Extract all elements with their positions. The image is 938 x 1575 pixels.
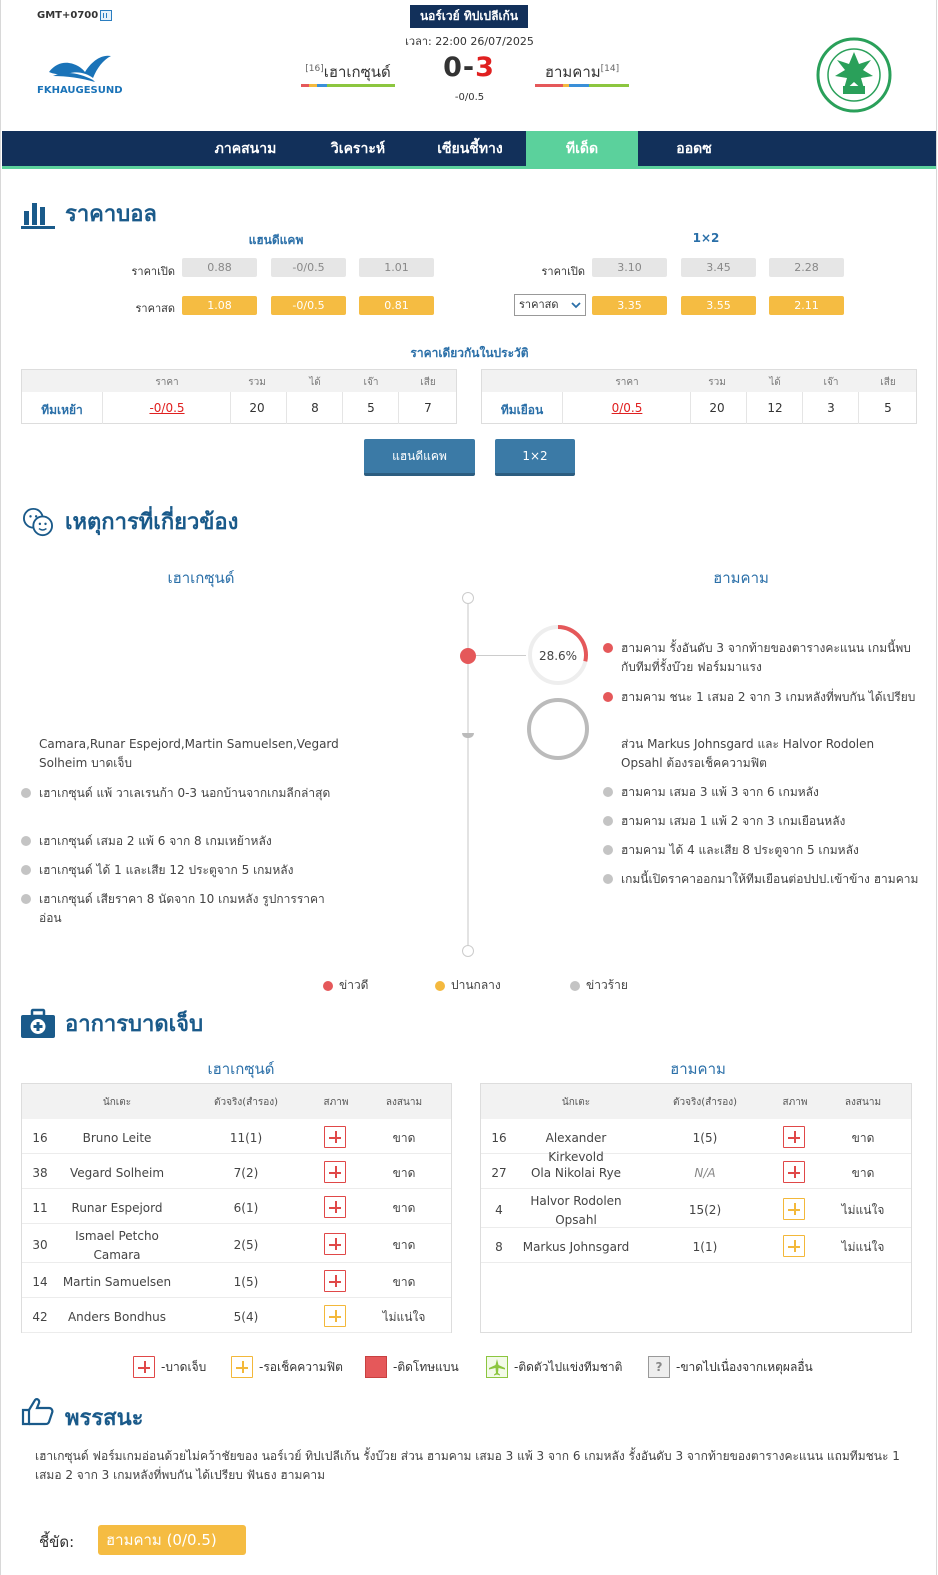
tab-tips[interactable]: ทีเด็ด — [526, 131, 638, 167]
player-result: ขาด — [392, 1275, 416, 1289]
away-history-header — [482, 370, 916, 392]
home-history-hcap[interactable]: -0/0.5 — [149, 401, 185, 415]
injury-row — [481, 1119, 911, 1164]
handicap-open-line: -0/0.5 — [271, 258, 346, 277]
player-result: ไม่แน่ใจ — [382, 1310, 426, 1324]
neutral-dot — [21, 894, 31, 904]
home-history-header — [22, 370, 456, 392]
events-title: เหตุการที่เกี่ยวข้อง — [65, 510, 239, 535]
legend-national — [486, 1356, 622, 1378]
player-number: 16 — [32, 1131, 48, 1145]
injury-row — [481, 1228, 911, 1263]
suspension-icon — [365, 1356, 387, 1378]
injury-cross-icon — [324, 1270, 346, 1292]
timeline-connector — [476, 655, 526, 656]
injury-cross-icon — [783, 1126, 805, 1148]
col-result: ลงสนาม — [844, 1097, 882, 1108]
good-news-dot — [323, 981, 333, 991]
injury-cross-icon — [783, 1161, 805, 1183]
events-section-title — [21, 504, 238, 539]
home-history-table — [21, 369, 457, 424]
player-apps: 1(5) — [692, 1131, 718, 1145]
col-odds: ราคา — [155, 377, 179, 388]
legend-bad — [570, 976, 628, 995]
tab-expert[interactable]: เซียนชี้ทาง — [437, 141, 503, 157]
player-result: ขาด — [851, 1131, 875, 1145]
col-result: ลงสนาม — [385, 1097, 423, 1108]
bad-news-dot — [570, 981, 580, 991]
legend-neutral-label: ปานกลาง — [451, 978, 501, 992]
question-icon: ? — [648, 1356, 670, 1378]
away-injury-table — [480, 1083, 912, 1333]
neutral-dot — [603, 845, 613, 855]
home-event-2 — [21, 832, 331, 851]
handicap-live-away: 0.81 — [359, 296, 434, 315]
player-apps: N/A — [694, 1166, 716, 1180]
neutral-dot — [603, 874, 613, 884]
player-apps: 6(1) — [233, 1201, 259, 1215]
seagull-icon — [37, 50, 117, 86]
home-history-win: 8 — [311, 401, 319, 415]
player-name[interactable]: Anders Bondhus — [67, 1310, 167, 1324]
legend-other-label: -ขาดไปเนื่องจากเหตุผลอื่น — [676, 1359, 813, 1374]
injury-cross-icon — [324, 1126, 346, 1148]
second-gauge-partial — [527, 728, 589, 760]
player-apps: 1(5) — [233, 1275, 259, 1289]
home-event-4 — [21, 890, 331, 928]
player-result: ขาด — [392, 1166, 416, 1180]
onextwo-open-home: 3.10 — [592, 258, 667, 277]
player-number: 8 — [495, 1240, 503, 1254]
home-history-lose: 7 — [424, 401, 432, 415]
away-team-label: ฮามคาม — [544, 63, 601, 81]
injury-row — [22, 1263, 451, 1298]
neutral-news-dot — [435, 981, 445, 991]
odds-title: ราคาบอล — [65, 202, 157, 227]
player-name[interactable]: Bruno Leite — [82, 1131, 152, 1145]
away-event-text: ฮามคาม เสมอ 1 แพ้ 2 จาก 3 เกมเยือนหลัง — [621, 814, 846, 828]
doubtful-cross-icon — [783, 1235, 805, 1257]
col-status: สภาพ — [782, 1097, 808, 1108]
legend-other — [648, 1356, 813, 1378]
player-name[interactable]: Ola Nikolai Rye — [530, 1166, 622, 1180]
injury-row — [481, 1189, 911, 1228]
player-apps: 7(2) — [233, 1166, 259, 1180]
onextwo-open-label: ราคาเปิด — [541, 265, 585, 278]
tab-odds[interactable]: ออดซ — [676, 141, 712, 157]
doubtful-cross-icon — [783, 1198, 805, 1220]
onextwo-title: 1×2 — [692, 231, 720, 245]
doubtful-cross-icon — [231, 1356, 253, 1378]
timezone-label[interactable] — [37, 10, 112, 21]
home-injury-header — [22, 1084, 451, 1119]
player-apps: 5(4) — [233, 1310, 259, 1324]
history-title: ราคาเดียวกันในประวัติ — [410, 346, 529, 360]
away-history-draw: 3 — [827, 401, 835, 415]
col-lose: เสีย — [420, 377, 436, 388]
col-win: ได้ — [769, 377, 781, 388]
injury-row — [481, 1154, 911, 1189]
home-history-total: 20 — [249, 401, 265, 415]
away-event-partial: ส่วน Markus Johnsgard และ Halvor Rodolen Opsahl ต้องรอเช็คความฟิต — [621, 737, 875, 770]
home-event-text: เฮาเกซุนด์ ได้ 1 และเสีย 12 ประตูจาก 5 เกมหลัง — [39, 863, 294, 877]
player-name[interactable]: Martin Samuelsen — [62, 1275, 172, 1289]
home-history-team: ทีมเหย้า — [41, 403, 83, 417]
away-team-name[interactable] — [535, 60, 629, 84]
col-total: รวม — [248, 377, 266, 388]
neutral-dot — [21, 788, 31, 798]
events-away-team: ฮามคาม — [713, 569, 769, 587]
player-result: ขาด — [851, 1166, 875, 1180]
away-good-event-2 — [603, 688, 919, 707]
player-number: 38 — [32, 1166, 48, 1180]
handicap-live-home: 1.08 — [182, 296, 257, 315]
col-player: นักเตะ — [561, 1097, 591, 1108]
away-injury-header — [481, 1084, 911, 1119]
legend-injured-label: -บาดเจ็บ — [161, 1359, 207, 1374]
player-name[interactable]: Runar Espejord — [71, 1201, 163, 1215]
timeline-end-dot — [462, 945, 474, 957]
timezone-text: GMT+0700 — [37, 10, 99, 21]
away-score: 3 — [475, 52, 495, 83]
col-lose: เสีย — [880, 377, 896, 388]
onextwo-live-away: 2.11 — [769, 296, 844, 315]
prediction-text: เฮาเกซุนด์ ฟอร์มเกมอ่อนด้วยไม่คว้าชัยของ นอร์เวย์ ทิปเปลีเก้น รั้งบ๊วย ส่วน ฮามคาม เสมอ 3 แพ้ 3 จาก 6 เกมหลัง รั้งอันดับ 3 จากท้ายของตารางคะแนน แถมทีมชนะ 1 เสมอ 2 จาก 3 เกมหลังที่พบกัน ได้เปรียบ ฟันธง ฮามคาม — [35, 1449, 900, 1482]
pick-value[interactable]: ฮามคาม (0/0.5) — [98, 1525, 246, 1555]
timeline-start-dot — [462, 592, 474, 604]
player-name[interactable]: Vegard Solheim — [69, 1166, 165, 1180]
col-player: นักเตะ — [102, 1097, 132, 1108]
events-home-team: เฮาเกซุนด์ — [167, 569, 235, 587]
tab-analysis[interactable]: วิเคราะห์ — [330, 141, 386, 157]
home-history-draw: 5 — [367, 401, 375, 415]
legend-doubtful — [231, 1356, 343, 1378]
away-history-team: ทีมเยือน — [500, 403, 544, 417]
player-apps: 1(1) — [692, 1240, 718, 1254]
neutral-dot — [603, 816, 613, 826]
home-event-partial: Camara,Runar Espejord,Martin Samuelsen,Vegard Solheim บาดเจ็บ — [39, 737, 339, 770]
player-result: ขาด — [392, 1201, 416, 1215]
player-name[interactable]: Halvor Rodolen Opsahl — [530, 1193, 622, 1227]
legend-doubtful-label: -รอเช็คความฟิต — [259, 1359, 343, 1374]
col-draw: เจ๊า — [823, 377, 839, 388]
onextwo-open-away: 2.28 — [769, 258, 844, 277]
match-handicap: -0/0.5 — [454, 92, 485, 103]
match-time: เวลา: 22:00 26/07/2025 — [405, 35, 534, 48]
away-event-1 — [603, 783, 919, 802]
away-history-lose: 5 — [884, 401, 892, 415]
player-number: 27 — [491, 1166, 507, 1180]
bar-chart-icon — [21, 199, 55, 229]
timeline-partial-dot — [462, 733, 474, 738]
home-event-3 — [21, 861, 331, 880]
away-history-table — [481, 369, 917, 424]
handicap-live-label: ราคาสด — [135, 302, 175, 315]
match-score — [441, 52, 497, 83]
col-total: รวม — [708, 377, 726, 388]
hamkam-crest-icon — [815, 36, 893, 114]
player-apps: 15(2) — [688, 1203, 722, 1217]
legend-good-label: ข่าวดี — [339, 978, 369, 992]
player-number: 30 — [32, 1238, 48, 1252]
odds-section-title — [21, 196, 157, 231]
legend-suspended-label: -ติดโทษแบน — [393, 1359, 459, 1374]
away-good-event-1 — [603, 639, 919, 677]
injury-row — [22, 1224, 451, 1263]
injury-row — [22, 1189, 451, 1224]
away-form-bar — [535, 84, 629, 87]
home-event-text: เฮาเกซุนด์ แพ้ วาเลเรนก้า 0-3 นอกบ้านจากเกมลีกล่าสุด — [39, 786, 331, 800]
home-form-bar — [301, 84, 395, 87]
injuries-away-team: ฮามคาม — [670, 1060, 726, 1078]
odds-select-value: ราคาสด — [519, 298, 559, 311]
away-event-text: ฮามคาม ได้ 4 และเสีย 8 ประตูจาก 5 เกมหลัง — [621, 843, 859, 857]
injury-cross-icon — [324, 1161, 346, 1183]
player-number: 11 — [32, 1201, 48, 1215]
handicap-open-away: 1.01 — [359, 258, 434, 277]
player-number: 42 — [32, 1310, 48, 1324]
home-history-row — [22, 392, 456, 424]
away-history-row — [482, 392, 916, 424]
legend-neutral — [435, 976, 501, 995]
away-event-text: ฮามคาม รั้งอันดับ 3 จากท้ายของตารางคะแนน เกมนี้พบกับทีมที่รั้งบ๊วย ฟอร์มมาแรง — [621, 641, 911, 674]
timeline-active-dot[interactable] — [460, 648, 476, 664]
player-result: ไม่แน่ใจ — [841, 1203, 885, 1217]
away-history-hcap[interactable]: 0/0.5 — [611, 401, 643, 415]
away-event-4 — [603, 870, 919, 889]
away-event-2 — [603, 812, 919, 831]
faces-icon — [21, 507, 55, 537]
onextwo-live-draw: 3.55 — [681, 296, 756, 315]
injury-cross-icon — [133, 1356, 155, 1378]
home-score: 0 — [443, 52, 463, 83]
calendar-icon — [100, 10, 112, 21]
injury-cross-icon — [324, 1196, 346, 1218]
player-result: ขาด — [392, 1131, 416, 1145]
player-number: 14 — [32, 1275, 48, 1289]
legend-good — [323, 976, 368, 995]
home-injury-table — [21, 1083, 452, 1333]
league-name[interactable]: นอร์เวย์ ทิปเปลีเก้น — [410, 5, 528, 28]
sentiment-gauge — [527, 624, 589, 686]
col-odds: ราคา — [615, 377, 639, 388]
onextwo-open-draw: 3.45 — [681, 258, 756, 277]
player-result: ขาด — [392, 1238, 416, 1252]
away-history-win: 12 — [767, 401, 783, 415]
neutral-dot — [21, 836, 31, 846]
handicap-open-home: 0.88 — [182, 258, 257, 277]
home-event-text: เฮาเกซุนด์ เสียราคา 8 นัดจาก 10 เกมหลัง รูปการราคาอ่อน — [39, 892, 325, 925]
doubtful-cross-icon — [324, 1305, 346, 1327]
tab-field[interactable]: ภาคสนาม — [214, 141, 277, 157]
prediction-title-clipped: พรรสนะ — [65, 1406, 144, 1431]
onextwo-live-home: 3.35 — [592, 296, 667, 315]
neutral-dot — [21, 865, 31, 875]
player-apps: 2(5) — [233, 1238, 259, 1252]
main-nav — [2, 131, 936, 169]
good-news-dot — [603, 643, 613, 653]
legend-national-label: -ติดตัวไปแข่งทีมชาติ — [514, 1359, 623, 1374]
injury-row — [22, 1119, 451, 1154]
handicap-live-line: -0/0.5 — [271, 296, 346, 315]
gauge-percent-text: 28.6% — [538, 649, 578, 663]
col-win: ได้ — [309, 377, 321, 388]
away-team-rank: [14] — [600, 64, 620, 74]
medical-kit-icon — [21, 1009, 55, 1039]
prediction-section-title — [21, 1394, 221, 1431]
home-event-1 — [21, 784, 331, 803]
player-apps: 11(1) — [229, 1131, 263, 1145]
legend-suspended — [365, 1356, 459, 1378]
injuries-home-team: เฮาเกซุนด์ — [207, 1060, 275, 1078]
good-news-dot — [603, 692, 613, 702]
player-name[interactable]: Ismael Petcho Camara — [75, 1228, 159, 1262]
away-history-total: 20 — [709, 401, 725, 415]
away-event-text: ฮามคาม เสมอ 3 แพ้ 3 จาก 6 เกมหลัง — [621, 785, 819, 799]
neutral-dot — [603, 787, 613, 797]
player-number: 16 — [491, 1131, 507, 1145]
player-number: 4 — [495, 1203, 503, 1217]
home-logo-text: FKHAUGESUND — [37, 85, 123, 96]
injuries-section-title — [21, 1006, 203, 1041]
away-team-logo — [815, 36, 893, 114]
handicap-history-button[interactable]: แฮนดีแคพ — [364, 439, 475, 476]
injuries-title: อาการบาดเจ็บ — [65, 1012, 204, 1037]
score-separator: - — [462, 52, 476, 83]
handicap-title: แฮนดีแคพ — [248, 233, 304, 247]
handicap-open-label: ราคาเปิด — [131, 265, 175, 278]
col-apps: ตัวจริง(สำรอง) — [213, 1097, 278, 1108]
legend-injured — [133, 1356, 206, 1378]
away-event-text: เกมนี้เปิดราคาออกมาให้ทีมเยือนต่อปปป.เข้าข้าง ฮามคาม — [621, 872, 919, 886]
player-name[interactable]: Markus Johnsgard — [522, 1240, 630, 1254]
airplane-icon — [486, 1356, 508, 1378]
injury-cross-icon — [324, 1233, 346, 1255]
home-team-name[interactable] — [301, 60, 395, 84]
pick-label: ชี้ขัด: — [39, 1533, 75, 1551]
col-status: สภาพ — [323, 1097, 349, 1108]
away-event-3 — [603, 841, 919, 860]
player-name[interactable]: Alexander Kirkevold — [545, 1131, 607, 1164]
player-result: ไม่แน่ใจ — [841, 1240, 885, 1254]
odds-type-select[interactable] — [514, 294, 586, 316]
injury-row — [22, 1298, 451, 1333]
home-team-label: เฮาเกซุนด์ — [323, 63, 391, 81]
thumbs-up-icon — [21, 1396, 55, 1426]
col-draw: เจ๊า — [363, 377, 379, 388]
injury-row — [22, 1154, 451, 1189]
home-team-rank: [16] — [305, 64, 324, 74]
onextwo-history-button[interactable]: 1×2 — [495, 439, 575, 476]
chevron-down-icon — [571, 300, 581, 310]
home-event-text: เฮาเกซุนด์ เสมอ 2 แพ้ 6 จาก 8 เกมเหย้าหลัง — [39, 834, 272, 848]
away-event-text: ฮามคาม ชนะ 1 เสมอ 2 จาก 3 เกมหลังที่พบกัน ได้เปรียบ — [621, 690, 916, 704]
legend-bad-label: ข่าวร้าย — [586, 978, 628, 992]
col-apps: ตัวจริง(สำรอง) — [672, 1097, 737, 1108]
